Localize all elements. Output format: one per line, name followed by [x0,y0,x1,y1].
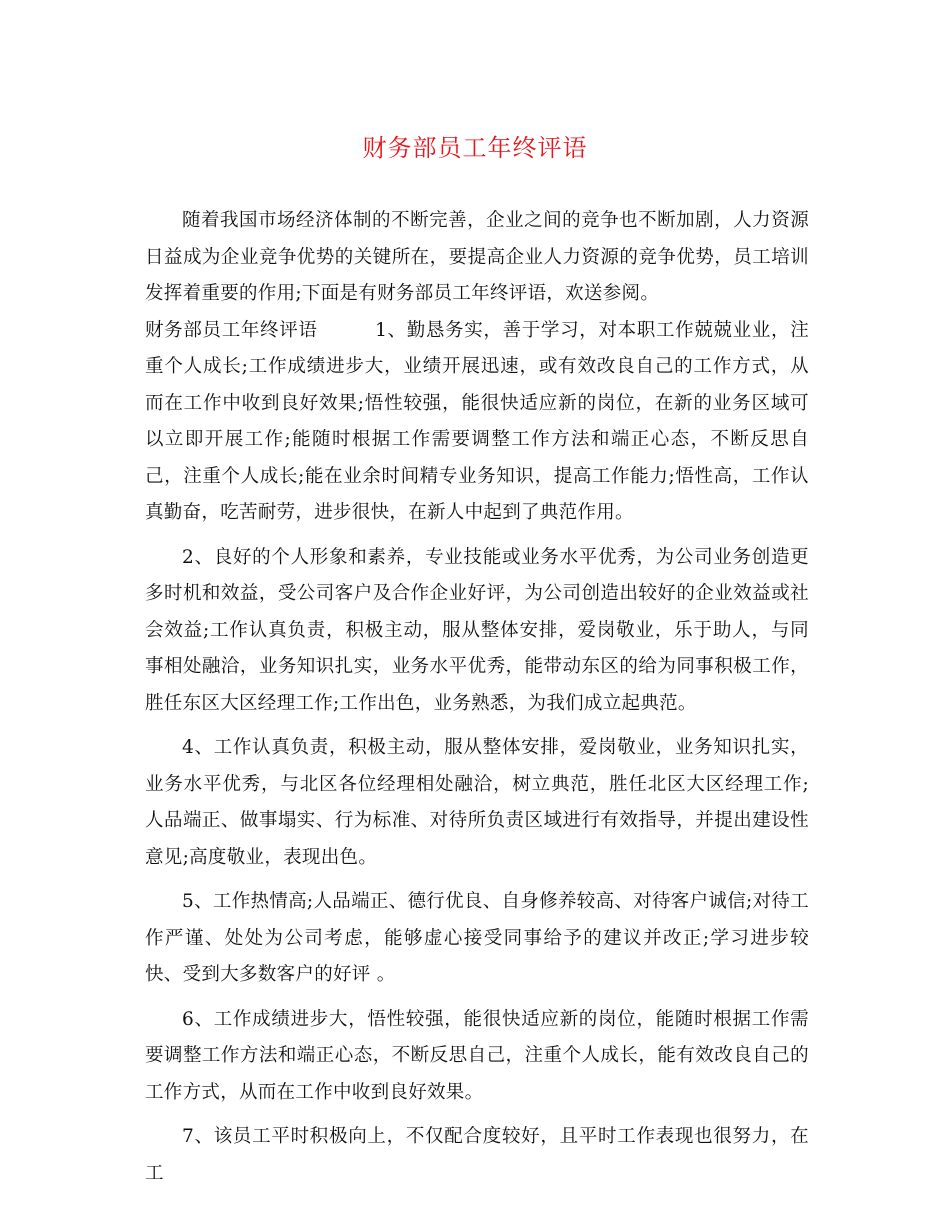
paragraph-2: 2、良好的个人形象和素养，专业技能或业务水平优秀，为公司业务创造更多时机和效益，受公司客户及合作企业好评，为公司创造出较好的企业效益或社会效益;工作认真负责，积极主动，服从整体安排，爱岗敬业，乐于助人，与同事相处融洽，业务知识扎实，业务水平优秀，能带动东区的给为同事积极工作，胜任东区大区经理工作;工作出色，业务熟悉，为我们成立起典范。 [145,546,809,714]
paragraph-6: 6、工作成绩进步大，悟性较强，能很快适应新的岗位，能随时根据工作需要调整工作方法和端正心态，不断反思自己，注重个人成长，能有效改良自己的工作方式，从而在工作中收到良好效果。 [145,1008,809,1103]
paragraph-7: 7、该员工平时积极向上，不仅配合度较好，且平时工作表现也很努力，在工 [145,1126,809,1184]
paragraph-5: 5、工作热情高;人品端正、德行优良、自身修养较高、对待客户诚信;对待工作严谨、处处为公司考虑，能够虚心接受同事给予的建议并改正;学习进步较快、受到大多数客户的好评 。 [145,891,809,985]
document-body [145,203,809,1192]
paragraph-4: 4、工作认真负责，积极主动，服从整体安排，爱岗敬业，业务知识扎实，业务水平优秀，与北区各位经理相处融洽，树立典范，胜任北区大区经理工作;人品端正、做事塌实、行为标准、对待所负责区域进行有效指导，并提出建设性意见;高度敬业，表现出色。 [145,737,809,868]
intro-paragraph: 随着我国市场经济体制的不断完善，企业之间的竞争也不断加剧，人力资源日益成为企业竞争优势的关键所在，要提高企业人力资源的竞争优势，员工培训发挥着重要的作用;下面是有财务部员工年终评语，欢送参阅。 [145,210,809,304]
document-title: 财务部员工年终评语 [362,134,588,162]
paragraph-1: 财务部员工年终评语 1、勤恳务实，善于学习，对本职工作兢兢业业，注重个人成长;工作成绩进步大，业绩开展迅速，或有效改良自己的工作方式，从而在工作中收到良好效果;悟性较强，能很快适应新的岗位，在新的业务区域可以立即开展工作;能随时根据工作需要调整工作方法和端正心态，不断反思自己，注重个人成长;能在业余时间精专业务知识，提高工作能力;悟性高，工作认真勤奋，吃苦耐劳，进步很快，在新人中起到了典范作用。 [145,319,809,523]
